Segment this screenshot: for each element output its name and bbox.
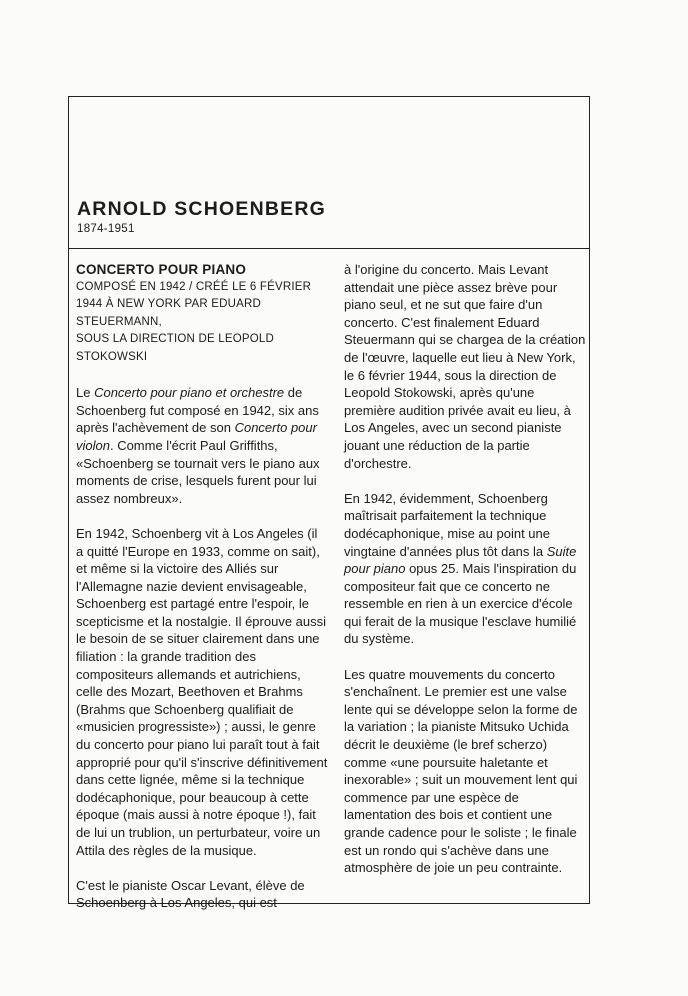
text-run: Le	[76, 385, 95, 401]
work-reference: Concerto pour violon	[76, 420, 317, 453]
work-meta-line: SOUS LA DIRECTION DE LEOPOLD STOKOWSKI	[76, 333, 274, 363]
work-title: CONCERTO POUR PIANO	[76, 262, 247, 277]
composer-dates: 1874-1951	[77, 223, 135, 235]
paragraph	[344, 490, 586, 648]
work-meta-line: COMPOSÉ EN 1942 / CRÉÉ LE 6 FÉVRIER	[76, 280, 312, 293]
left-column	[76, 261, 328, 930]
paragraph: C'est le pianiste Oscar Levant, élève de Schoenberg à Los Angeles, qui est	[76, 877, 305, 911]
work-reference: Suite pour piano	[344, 543, 577, 577]
work-reference: Concerto pour piano et orchestre	[94, 385, 285, 401]
work-meta-line: 1944 À NEW YORK PAR EDUARD STEUERMANN,	[76, 298, 261, 328]
right-column	[344, 261, 586, 894]
work-meta	[76, 279, 328, 367]
header-divider	[69, 248, 589, 249]
paragraph: Les quatre mouvements du concerto s'enchaînent. Le premier est une valse lente qui se développe selon la forme de la variation ; la pianiste Mitsuko Uchida décrit le deuxième (le bref scherzo) comme «une poursuite haletante et inexorable» ; suit un mouvement lent qui commence par une espèce de lamentation des bois et contient une grande cadence pour le soliste ; le finale est un rondo qui s'achève dans une atmosphère de joie un peu contrainte.	[344, 666, 578, 876]
composer-name: ARNOLD SCHOENBERG	[77, 198, 326, 220]
text-run: opus 25. Mais l'inspiration du compositeur fait que ce concerto ne ressemble en rien à un exercice d'école qui ferait de la musique l'esclave humilié du système.	[344, 561, 577, 647]
paragraph: à l'origine du concerto. Mais Levant attendait une pièce assez brève pour piano seul, et ne sut que faire d'un concerto. C'est finalement Eduard Steuermann qui se chargea de la création de l'œuvre, laquelle eut lieu à New York, le 6 février 1944, sous la direction de Leopold Stokowski, après qu'une première audition privée avait eu lieu, à Los Angeles, avec un second pianiste jouant une réduction de la partie d'orchestre.	[344, 262, 586, 471]
article-frame	[68, 96, 590, 911]
text-run: . Comme l'écrit Paul Griffiths, «Schoenberg se tournait vers le piano aux moments de crise, lesquels furent pour lui assez nombreux».	[76, 437, 320, 506]
paragraph: En 1942, Schoenberg vit à Los Angeles (il a quitté l'Europe en 1933, comme on sait), et même si la victoire des Alliés sur l'Allemagne nazie devient envisageable, Schoenberg est partagé entre l'espoir, le scepticisme et la nostalgie. Il éprouve aussi le besoin de se situer clairement dans une filiation : la grande tradition des compositeurs allemands et autrichiens, celle des Mozart, Beethoven et Brahms (Brahms que Schoenberg qualifiait de «musicien progressiste») ; aussi, le genre du concerto pour piano lui paraît tout à fait approprié pour qu'il s'inscrive définitivement dans cette lignée, même si la technique dodécaphonique, pour beaucoup à cette époque (mais aussi à notre époque !), fait de lui un trublion, un perturbateur, voire un Attila des règles de la musique.	[76, 525, 328, 858]
text-run: En 1942, évidemment, Schoenberg maîtrisait parfaitement la technique dodécaphonique, mise au point une vingtaine d'années plus tôt dans la	[344, 490, 550, 559]
paragraph	[76, 384, 328, 507]
text-run: de Schoenberg fut composé en 1942, six ans après l'achèvement de son	[76, 385, 319, 436]
